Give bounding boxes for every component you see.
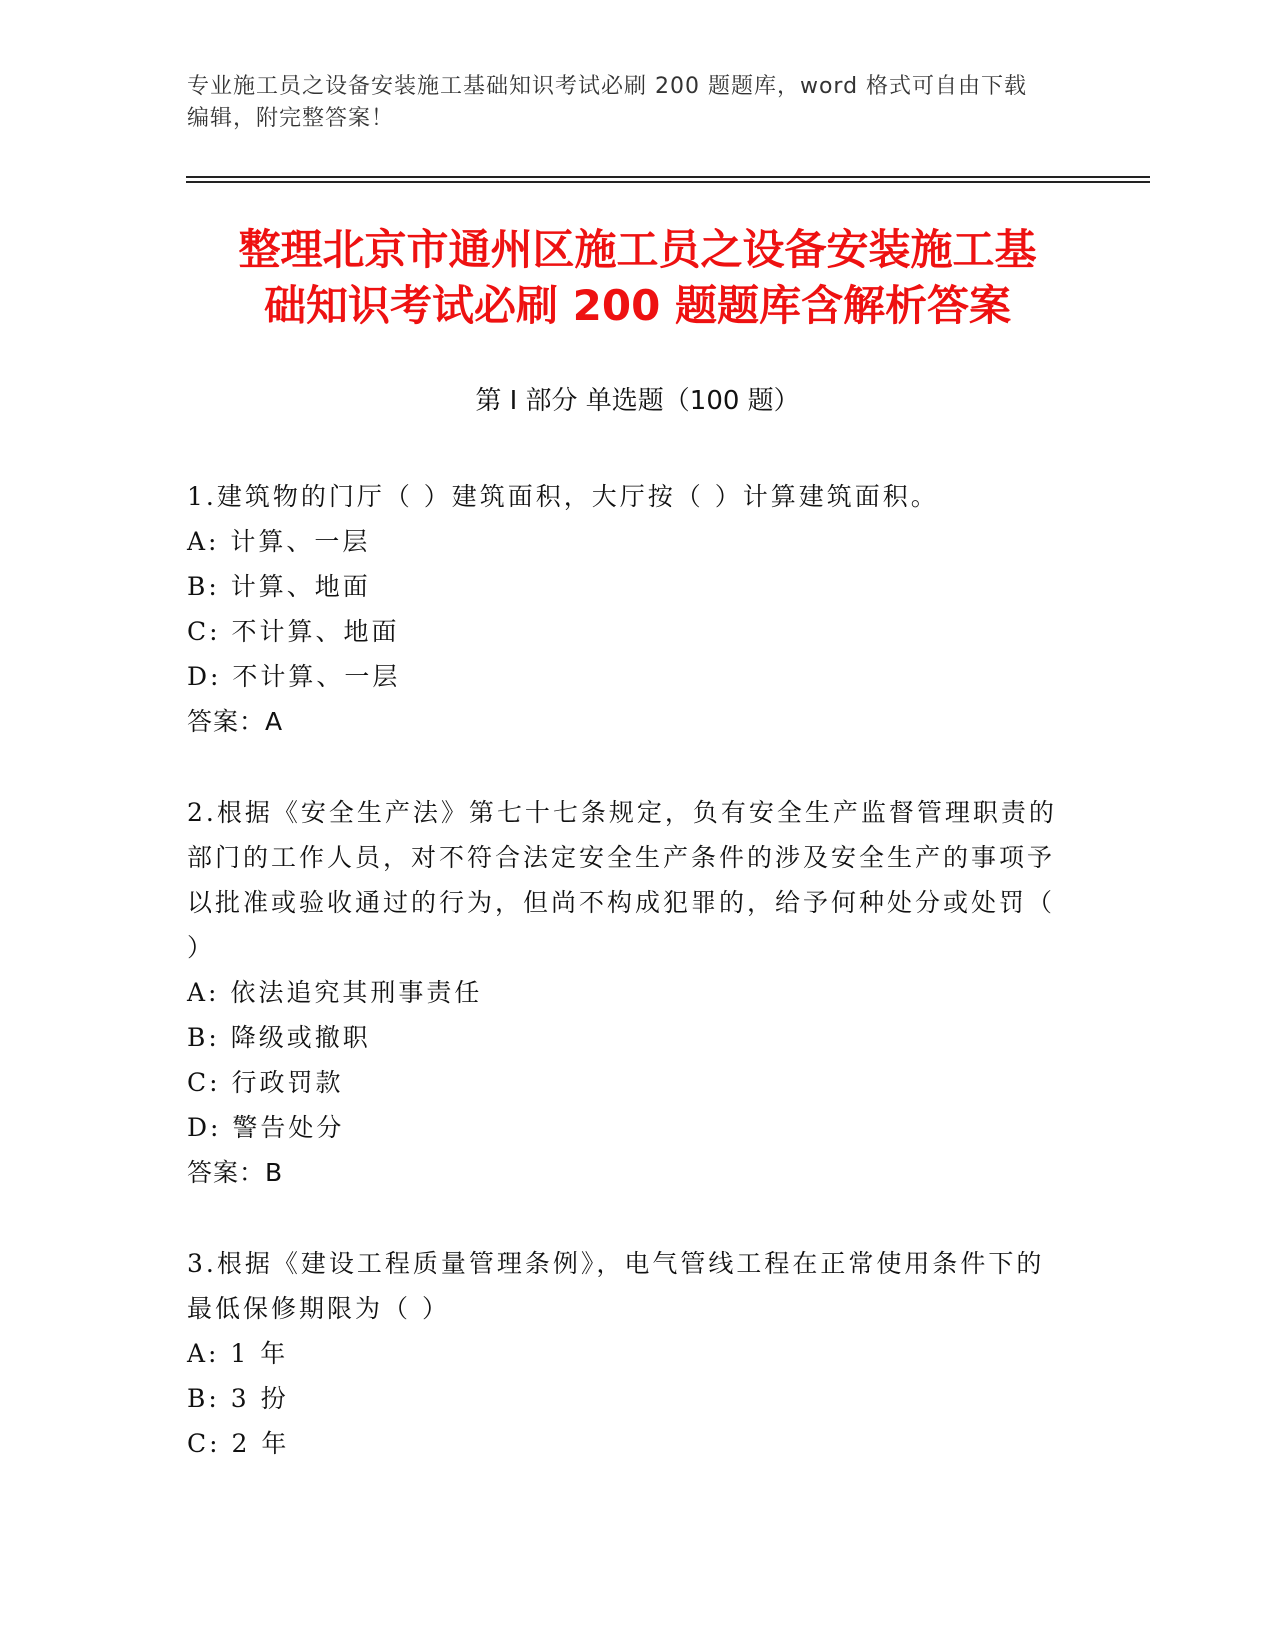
question-stem: 3.根据《建设工程质量管理条例》，电气管线工程在正常使用条件下的最低保修期限为（ ） [187, 1249, 1045, 1323]
question-3 [187, 1241, 1057, 1466]
question-stem: 1.建筑物的门厅（ ）建筑面积，大厅按（ ）计算建筑面积。 [187, 482, 939, 511]
option-a: A: 1 年 [187, 1339, 289, 1368]
document-title-line-1: 整理北京市通州区施工员之设备安装施工基 [238, 225, 1037, 274]
option-a: A: 计算、一层 [187, 527, 371, 556]
page-header [187, 71, 1087, 135]
option-c: C: 行政罚款 [187, 1068, 344, 1097]
section-heading: 第 I 部分 单选题（100 题） [475, 386, 800, 416]
header-line-2: 编辑，附完整答案！ [187, 106, 395, 131]
header-line-1: 专业施工员之设备安装施工基础知识考试必刷 200 题题库，word 格式可自由下载 [187, 74, 1028, 99]
option-d: D: 不计算、一层 [187, 662, 401, 691]
document-title-line-2: 础知识考试必刷 200 题题库含解析答案 [264, 281, 1011, 330]
answer-label: 答案：B [187, 1158, 284, 1187]
document-title [160, 222, 1115, 334]
option-b: B: 计算、地面 [187, 572, 371, 601]
header-divider-top [186, 176, 1150, 178]
option-a: A: 依法追究其刑事责任 [187, 978, 483, 1007]
option-b: B: 3 扮 [187, 1384, 289, 1413]
option-d: D: 警告处分 [187, 1113, 345, 1142]
question-2 [187, 790, 1057, 1195]
answer-label: 答案：A [187, 707, 284, 736]
header-divider-bottom [186, 181, 1150, 183]
option-c: C: 2 年 [187, 1429, 290, 1458]
question-list [187, 474, 1057, 1512]
question-1 [187, 474, 1057, 744]
option-c: C: 不计算、地面 [187, 617, 400, 646]
option-b: B: 降级或撤职 [187, 1023, 371, 1052]
question-stem: 2.根据《安全生产法》第七十七条规定，负有安全生产监督管理职责的部门的工作人员，对不符合法定安全生产条件的涉及安全生产的事项予以批准或验收通过的行为，但尚不构成犯罪的，给予何种处分或处罚（ ） [187, 798, 1057, 962]
